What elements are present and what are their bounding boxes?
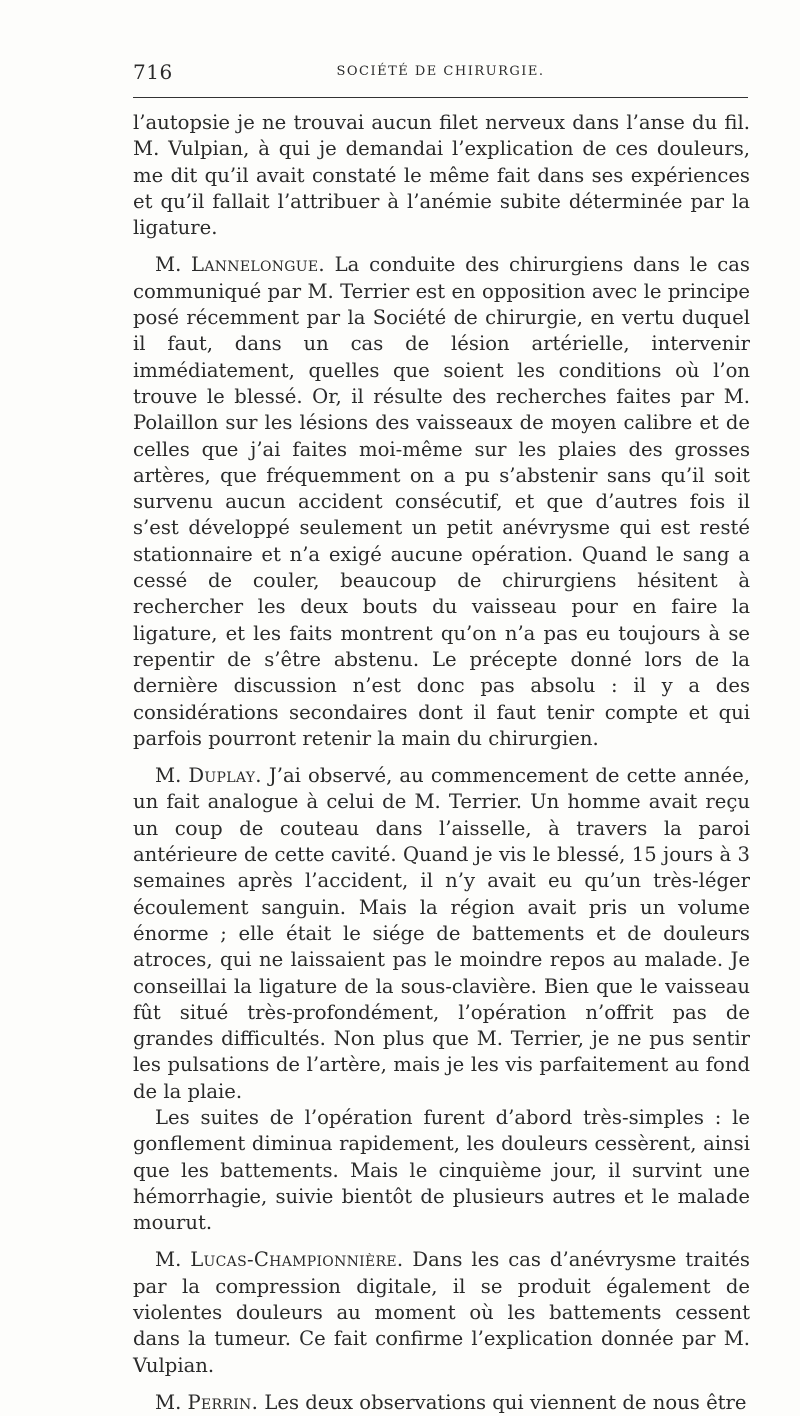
paragraph-text: Dans les cas d’anévrysme traités par la compression digitale, il se produit également de violentes douleurs au moment où les battements cessent dans la tumeur. Ce fait confirme l’explication donnée par M. Vulpian. bbox=[133, 1248, 750, 1377]
paragraph-perrin bbox=[133, 1390, 750, 1416]
speaker-name: Perrin. bbox=[187, 1390, 259, 1414]
speaker-prefix: M. bbox=[155, 764, 182, 788]
paragraph-text: Les deux observations qui viennent de nous être bbox=[264, 1390, 747, 1414]
page-header bbox=[133, 60, 748, 90]
paragraph-lannelongue bbox=[133, 252, 750, 752]
paragraph-duplay bbox=[133, 763, 750, 1105]
paragraph-text: Les suites de l’opération furent d’abord très-simples : le gonflement diminua rapidement, les douleurs cessèrent, ainsi que les battements. Mais le cinquième jour, il survint une hémorrhagie, suivie bientôt de plusieurs autres et le malade mourut. bbox=[133, 1105, 750, 1235]
speaker-prefix: M. bbox=[155, 1248, 182, 1272]
header-rule bbox=[133, 97, 748, 98]
speaker-name: Lannelongue. bbox=[191, 253, 325, 277]
speaker-name: Lucas-Championnière. bbox=[190, 1248, 404, 1272]
speaker-prefix: M. bbox=[155, 1390, 182, 1414]
paragraph-text: l’autopsie je ne trouvai aucun filet nerveux dans l’anse du fil. M. Vulpian, à qui je demandai l’explication de ces douleurs, me dit qu’il avait constaté le même fait dans ses expériences et qu’il fallait l’attribuer à l’anémie subite déterminée par la ligature. bbox=[133, 111, 750, 240]
paragraph-lucas-championniere bbox=[133, 1247, 750, 1378]
body-text bbox=[133, 110, 750, 1416]
running-title: SOCIÉTÉ DE CHIRURGIE. bbox=[336, 64, 545, 79]
speaker-name: Duplay. bbox=[188, 764, 262, 788]
paragraph-text: La conduite des chirurgiens dans le cas communiqué par M. Terrier est en opposition avec le principe posé récemment par la Société de chirurgie, en vertu duquel il faut, dans un cas de lésion artérielle, intervenir immédiatement, quelles que soient les conditions où l’on trouve le blessé. Or, il résulte des recherches faites par M. Polaillon sur les lésions des vaisseaux de moyen calibre et de celles que j’ai faites moi-même sur les plaies des grosses artères, que fréquemment on a pu s’abstenir sans qu’il soit survenu aucun accident consécutif, et que d’autres fois il s’est développé seulement un petit anévrysme qui est resté stationnaire et n’a exigé aucune opération. Quand le sang a cessé de couler, beaucoup de chirurgiens hésitent à rechercher les deux bouts du vaisseau pour en faire la ligature, et les faits montrent qu’on n’a pas eu toujours à se repentir de s’être abstenu. Le précepte donné lors de la dernière discussion n’est donc pas absolu : il y a des considérations secondaires dont il faut tenir compte et qui parfois pourront retenir la main du chirurgien. bbox=[133, 253, 750, 750]
paragraph-continuation bbox=[133, 110, 750, 241]
paragraph-text: J’ai observé, au commencement de cette année, un fait analogue à celui de M. Terrier. Un homme avait reçu un coup de couteau dans l’aisselle, à travers la paroi antérieure de cette cavité. Quand je vis le blessé, 15 jours à 3 semaines après l’accident, il n’y avait eu qu’un très-léger écoulement sanguin. Mais la région avait pris un volume énorme ; elle était le siége de battements et de douleurs atroces, qui ne laissaient pas le moindre repos au malade. Je conseillai la ligature de la sous-clavière. Bien que le vaisseau fût situé très-profondément, l’opération n’offrit pas de grandes difficultés. Non plus que M. Terrier, je ne pus sentir les pulsations de l’artère, mais je les vis parfaitement au fond de la plaie. bbox=[133, 764, 750, 1103]
page-number: 716 bbox=[133, 60, 173, 84]
paragraph-duplay-continued bbox=[133, 1105, 750, 1236]
speaker-prefix: M. bbox=[155, 253, 182, 277]
